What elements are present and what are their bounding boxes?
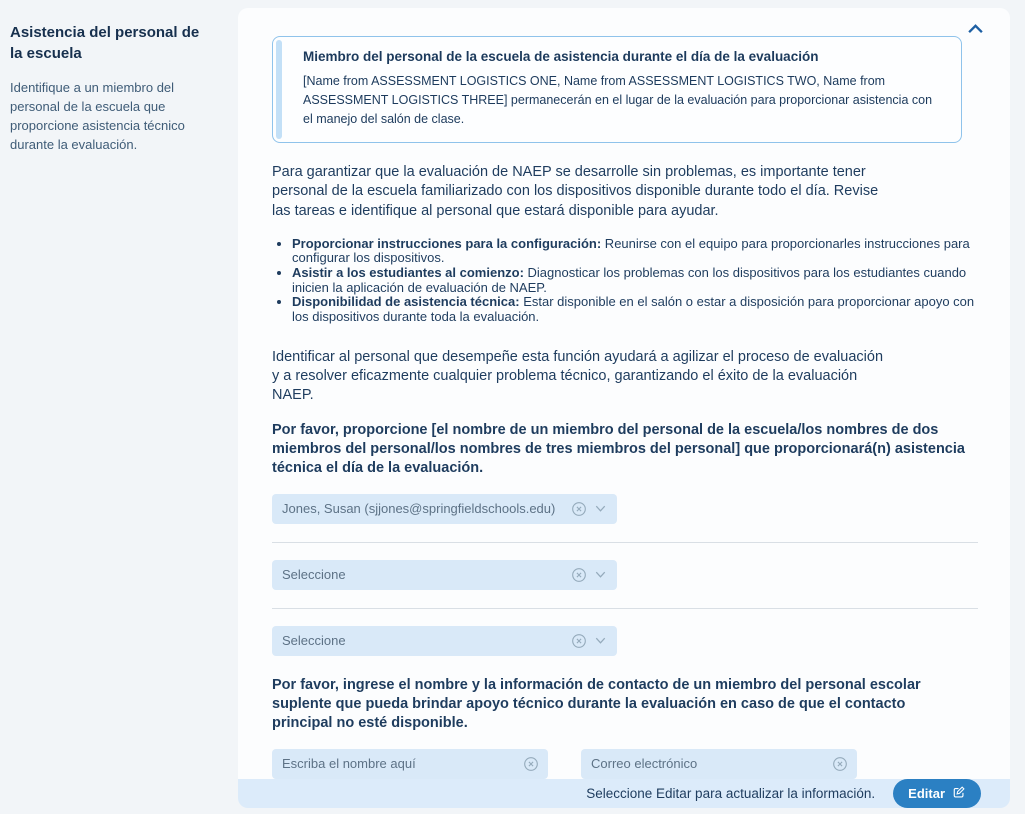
staff-select-3[interactable] xyxy=(272,626,617,656)
info-callout xyxy=(272,36,962,143)
divider xyxy=(272,542,978,543)
chevron-up-icon xyxy=(967,23,984,38)
bullet-text: Estar disponible en el salón o estar a disposición para proporcionar apoyo con los dispositivos durante toda la evaluación. xyxy=(292,294,975,325)
backup-name-field[interactable] xyxy=(272,749,548,779)
task-list xyxy=(272,237,976,325)
callout-title: Miembro del personal de la escuela de asistencia durante el día de la evaluación xyxy=(303,49,819,64)
callout-body: [Name from ASSESSMENT LOGISTICS ONE, Name from ASSESSMENT LOGISTICS TWO, Name from ASSESSMENT LOGISTICS THREE] permanecerán en el lugar de la evaluación para proporcionar asistencia con el manejo del salón de clase. xyxy=(303,74,933,126)
clear-icon[interactable] xyxy=(523,756,539,772)
clear-icon[interactable] xyxy=(571,633,587,649)
staff-prompt: Por favor, proporcione [el nombre de un miembro del personal de la escuela/los nombres de dos miembros del personal/los nombres de tres miembros del personal] que proporcionará(n) asistencia técnica el día de la evaluación. xyxy=(272,422,965,477)
outro-paragraph: Identificar al personal que desempeñe esta función ayudará a agilizar el proceso de evaluación y a resolver eficazmente cualquier problema técnico, garantizando el éxito de la evaluación NAEP. xyxy=(272,348,884,403)
panel-body xyxy=(238,8,1010,779)
staff-assistance-panel xyxy=(238,8,1010,801)
bullet-label: Proporcionar instrucciones para la configuración: xyxy=(292,235,602,251)
edit-hint-text: Seleccione Editar para actualizar la información. xyxy=(586,785,876,801)
clear-icon[interactable] xyxy=(571,501,587,517)
staff-select-2-value: Seleccione xyxy=(282,567,346,582)
backup-email-field[interactable] xyxy=(581,749,857,779)
clear-icon[interactable] xyxy=(571,567,587,583)
backup-name-input[interactable] xyxy=(282,756,517,771)
edit-button[interactable] xyxy=(893,779,981,808)
divider xyxy=(272,608,978,609)
backup-contact-prompt: Por favor, ingrese el nombre y la información de contacto de un miembro del personal escolar suplente que pueda brindar apoyo técnico durante la evaluación en caso de que el contacto principal no esté disponible. xyxy=(272,676,921,731)
backup-email-input[interactable] xyxy=(591,756,826,771)
edit-pencil-icon xyxy=(952,785,966,802)
backup-contact-inputs xyxy=(272,749,976,779)
list-item xyxy=(292,237,976,266)
bullet-label: Disponibilidad de asistencia técnica: xyxy=(292,294,520,310)
chevron-down-icon[interactable] xyxy=(593,633,608,648)
chevron-down-icon[interactable] xyxy=(593,501,608,516)
panel-footer xyxy=(238,779,1010,808)
staff-select-1[interactable] xyxy=(272,494,617,524)
list-item xyxy=(292,266,976,295)
bullet-text: Reunirse con el equipo para proporcionarles instrucciones para configurar los dispositivos. xyxy=(292,235,970,266)
staff-select-2[interactable] xyxy=(272,560,617,590)
bullet-label: Asistir a los estudiantes al comienzo: xyxy=(292,265,524,280)
clear-icon[interactable] xyxy=(832,756,848,772)
sidebar xyxy=(0,0,238,154)
edit-button-label: Editar xyxy=(908,785,945,801)
sidebar-title: Asistencia del personal de la escuela xyxy=(10,24,200,62)
collapse-section-button[interactable] xyxy=(965,21,986,37)
bullet-text: Diagnosticar los problemas con los dispositivos para los estudiantes cuando inicien la aplicación de evaluación de NAEP. xyxy=(292,265,967,295)
staff-select-3-value: Seleccione xyxy=(282,633,346,648)
chevron-down-icon[interactable] xyxy=(593,567,608,582)
sidebar-description: Identifique a un miembro del personal de la escuela que proporcione asistencia técnico durante la evaluación. xyxy=(10,80,185,152)
staff-select-1-value: Jones, Susan (sjjones@springfieldschools.edu) xyxy=(282,501,556,516)
intro-paragraph: Para garantizar que la evaluación de NAEP se desarrolle sin problemas, es importante tener personal de la escuela familiarizado con los dispositivos disponible durante todo el día. Revise las tareas e identifique al personal que estará disponible para ayudar. xyxy=(272,164,879,219)
list-item xyxy=(292,295,976,324)
